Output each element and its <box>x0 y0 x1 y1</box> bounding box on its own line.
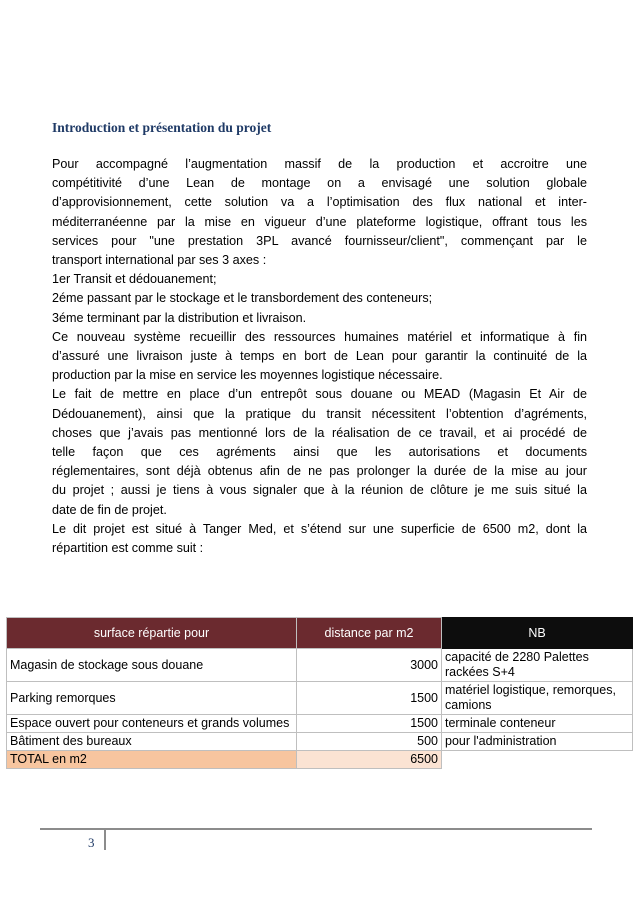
section-heading: Introduction et présentation du projet <box>52 120 272 135</box>
paragraph-line: Dédouanement), ainsi que la pratique du transit nécessitent l’obtention d’agréments, <box>52 406 587 421</box>
cell-nb: pour l'administration <box>442 733 633 751</box>
paragraph-line: compétitivité d’une Lean de montage on a envisagé une solution globale <box>52 176 587 191</box>
header-distance: distance par m2 <box>297 618 442 649</box>
cell-distance: 500 <box>297 733 442 751</box>
table-row <box>7 649 633 682</box>
paragraph-line: Le dit projet est situé à Tanger Med, et s’étend sur une superficie de 6500 m2, dont la <box>52 521 587 536</box>
footer-rule <box>40 828 592 830</box>
paragraph-line: répartition est comme suit : <box>52 541 204 556</box>
paragraph-line: choses que j’avais pas mentionné lors de la réalisation de ce travail, et ai procédé de <box>52 425 587 440</box>
cell-nb: terminale conteneur <box>442 715 633 733</box>
paragraph-line: 3éme terminant par la distribution et livraison. <box>52 310 307 325</box>
paragraph-line: Pour accompagné l’augmentation massif de la production et accroitre une <box>52 157 587 171</box>
paragraph-line: méditerranéenne par la mise en vigueur d’une plateforme logistique, offrant tous les <box>52 214 587 229</box>
paragraph-line: 1er Transit et dédouanement; <box>52 272 217 287</box>
cell-surface: Parking remorques <box>7 682 297 715</box>
paragraph-line: du projet ; aussi je tiens à vous signaler que à la réunion de clôture je me suis situé la <box>52 483 587 498</box>
cell-surface: Bâtiment des bureaux <box>7 733 297 751</box>
paragraph-line: transport international par ses 3 axes : <box>52 253 267 268</box>
cell-distance: 3000 <box>297 649 442 682</box>
total-value: 6500 <box>297 751 442 769</box>
header-surface: surface répartie pour <box>7 618 297 649</box>
cell-distance: 1500 <box>297 682 442 715</box>
cell-distance: 1500 <box>297 715 442 733</box>
table-row <box>7 733 633 751</box>
paragraph-line: Le fait de mettre en place d’un entrepôt sous douane ou MEAD (Magasin Et Air de <box>52 387 587 402</box>
page-number: 3 <box>88 835 95 850</box>
header-nb: NB <box>442 618 633 649</box>
cell-surface: Magasin de stockage sous douane <box>7 649 297 682</box>
table-header-row <box>7 618 633 649</box>
total-empty-cell <box>442 751 633 769</box>
total-label: TOTAL en m2 <box>7 751 297 769</box>
paragraph-line: 2éme passant par le stockage et le transbordement des conteneurs; <box>52 291 433 306</box>
page-number-divider <box>104 830 106 850</box>
paragraph-line: réglementaires, sont déjà obtenus afin de ne pas prolonger la durée de la mise au jour <box>52 464 587 479</box>
surface-table <box>6 617 633 769</box>
paragraph-line: telle façon que ces agréments ainsi que les autorisations et documents <box>52 445 587 460</box>
paragraph-line: services pour "une prestation 3PL avancé fournisseur/client", commençant par le <box>52 233 587 248</box>
cell-nb: matériel logistique, remorques, camions <box>442 682 633 715</box>
cell-surface: Espace ouvert pour conteneurs et grands volumes <box>7 715 297 733</box>
paragraph-line: production par la mise en service les moyennes logistique nécessaire. <box>52 368 443 383</box>
paragraph-line: d’approvisionnement, cette solution va a l’optimisation des flux national et inter- <box>52 195 587 210</box>
table-row <box>7 715 633 733</box>
table-total-row <box>7 751 633 769</box>
cell-nb: capacité de 2280 Palettes rackées S+4 <box>442 649 633 682</box>
intro-paragraph <box>52 155 587 558</box>
paragraph-line: d’assuré une livraison juste à temps en bort de Lean pour garantir la continuité de la <box>52 349 587 364</box>
paragraph-line: Ce nouveau système recueillir des ressources humaines matériel et informatique à fin <box>52 329 587 344</box>
table-row <box>7 682 633 715</box>
paragraph-line: date de fin de projet. <box>52 502 167 517</box>
